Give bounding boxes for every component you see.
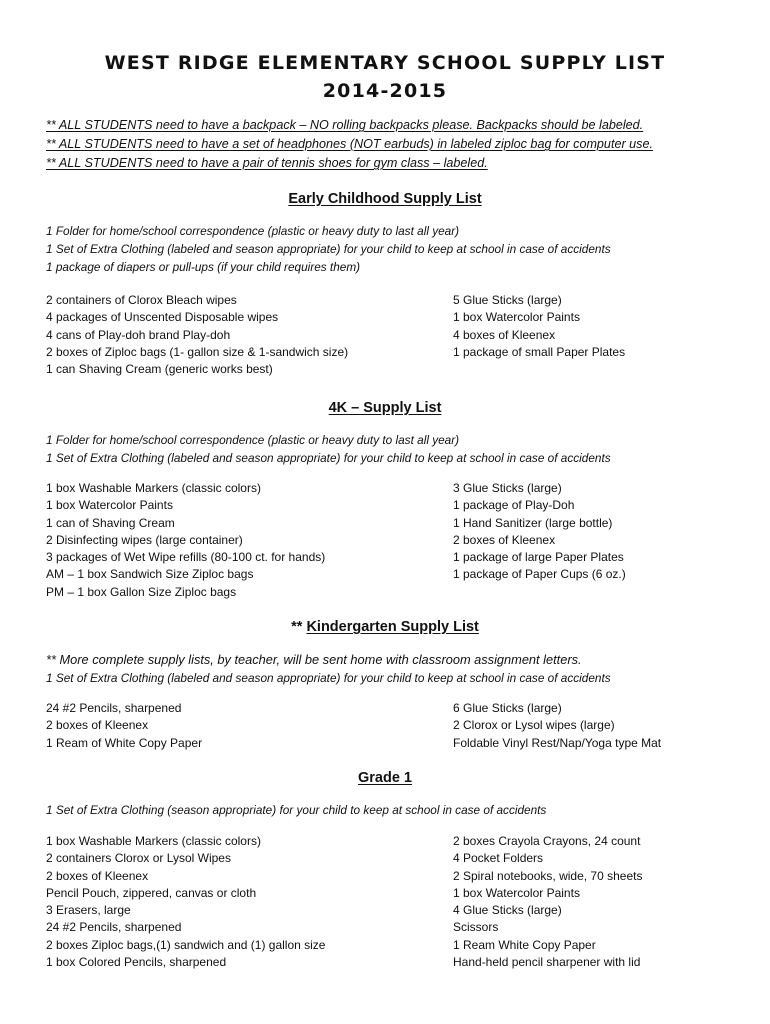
document-title: WEST RIDGE ELEMENTARY SCHOOL SUPPLY LIST (104, 52, 666, 74)
4k-list-right (453, 480, 753, 584)
list-item: Scissors (453, 920, 499, 935)
list-item: AM – 1 box Sandwich Size Ziploc bags (46, 567, 254, 582)
early-childhood-heading (0, 191, 770, 207)
list-item: 2 Spiral notebooks, wide, 70 sheets (453, 868, 643, 883)
note-tennis-shoes: ** ALL STUDENTS need to have a pair of tennis shoes for gym class – labeled. (46, 156, 488, 170)
list-item: 2 Clorox or Lysol wipes (large) (453, 718, 615, 733)
list-item: 1 box Colored Pencils, sharpened (46, 955, 227, 970)
list-item: 3 packages of Wet Wipe refills (80-100 ct. for hands) (46, 550, 326, 565)
list-item: 1 box Watercolor Paints (46, 498, 173, 513)
kindergarten-title: Kindergarten Supply List (306, 619, 479, 635)
grade1-title: Grade 1 (358, 770, 412, 786)
list-item: 4 packages of Unscented Disposable wipes (46, 310, 279, 325)
list-item: 1 can of Shaving Cream (46, 515, 175, 530)
list-item: 1 box Watercolor Paints (453, 310, 580, 325)
early-list-right (453, 292, 753, 361)
list-item: 2 boxes Ziploc bags,(1) sandwich and (1) gallon size (46, 937, 326, 952)
list-item: 1 can Shaving Cream (generic works best) (46, 362, 273, 377)
school-year: 2014-2015 (322, 80, 448, 102)
kindergarten-list-left (46, 700, 436, 752)
list-item: 1 box Washable Markers (classic colors) (46, 481, 261, 495)
list-item: 1 Ream of White Copy Paper (46, 735, 203, 750)
list-item: 3 Glue Sticks (large) (453, 481, 562, 495)
early-note-clothing: 1 Set of Extra Clothing (labeled and season appropriate) for your child to keep at school in case of accidents (46, 242, 611, 256)
list-item: Hand-held pencil sharpener with lid (453, 955, 641, 970)
list-item: 2 containers Clorox or Lysol Wipes (46, 851, 231, 866)
list-item: 3 Erasers, large (46, 903, 131, 918)
early-note-folder: 1 Folder for home/school correspondence (plastic or heavy duty to last all year) (46, 224, 460, 238)
list-item: 4 boxes of Kleenex (453, 327, 556, 342)
grade1-list-right (453, 833, 753, 971)
kindergarten-heading (0, 619, 770, 635)
list-item: 2 Disinfecting wipes (large container) (46, 532, 243, 547)
list-item: 24 #2 Pencils, sharpened (46, 701, 182, 715)
list-item: 5 Glue Sticks (large) (453, 293, 562, 307)
note-headphones: ** ALL STUDENTS need to have a set of headphones (NOT earbuds) in labeled ziploc bag for computer use. (46, 137, 653, 151)
4k-title: 4K – Supply List (328, 400, 442, 416)
grade1-note-clothing: 1 Set of Extra Clothing (season appropriate) for your child to keep at school in case of accidents (46, 803, 547, 817)
kindergarten-note-clothing: 1 Set of Extra Clothing (labeled and season appropriate) for your child to keep at school in case of accidents (46, 671, 611, 685)
early-note-diapers: 1 package of diapers or pull-ups (if your child requires them) (46, 260, 361, 274)
list-item: 2 boxes of Kleenex (46, 718, 149, 733)
list-item: 1 package of Paper Cups (6 oz.) (453, 567, 626, 582)
grade1-list-left (46, 833, 436, 971)
list-item: 4 Glue Sticks (large) (453, 903, 562, 918)
4k-list-left (46, 480, 436, 601)
list-item: 1 Ream White Copy Paper (453, 937, 596, 952)
kindergarten-note-teacher-lists: ** More complete supply lists, by teacher, will be sent home with classroom assignment letters. (46, 652, 582, 667)
list-item: PM – 1 box Gallon Size Ziploc bags (46, 584, 237, 599)
list-item: 2 boxes of Kleenex (453, 532, 556, 547)
kindergarten-list-right (453, 700, 753, 752)
list-item: 2 boxes Crayola Crayons, 24 count (453, 834, 641, 848)
early-childhood-title: Early Childhood Supply List (288, 191, 482, 207)
4k-note-folder: 1 Folder for home/school correspondence (plastic or heavy duty to last all year) (46, 433, 460, 447)
list-item: 1 package of Play-Doh (453, 498, 575, 513)
kindergarten-prefix: ** (291, 619, 307, 635)
list-item: 2 containers of Clorox Bleach wipes (46, 293, 237, 307)
list-item: 1 Hand Sanitizer (large bottle) (453, 515, 613, 530)
list-item: 1 box Washable Markers (classic colors) (46, 834, 261, 848)
note-backpack: ** ALL STUDENTS need to have a backpack – NO rolling backpacks please. Backpacks should be labeled. (46, 118, 644, 132)
list-item: 2 boxes of Ziploc bags (1- gallon size & 1-sandwich size) (46, 344, 349, 359)
list-item: Foldable Vinyl Rest/Nap/Yoga type Mat (453, 735, 662, 750)
grade1-heading (0, 770, 770, 786)
early-list-left (46, 292, 436, 378)
list-item: 4 Pocket Folders (453, 851, 544, 866)
4k-note-clothing: 1 Set of Extra Clothing (labeled and season appropriate) for your child to keep at school in case of accidents (46, 451, 611, 465)
list-item: Pencil Pouch, zippered, canvas or cloth (46, 885, 257, 900)
list-item: 4 cans of Play-doh brand Play-doh (46, 327, 231, 342)
general-notes (46, 116, 736, 173)
list-item: 1 box Watercolor Paints (453, 885, 580, 900)
list-item: 6 Glue Sticks (large) (453, 701, 562, 715)
list-item: 1 package of small Paper Plates (453, 344, 626, 359)
list-item: 24 #2 Pencils, sharpened (46, 920, 182, 935)
list-item: 1 package of large Paper Plates (453, 550, 624, 565)
list-item: 2 boxes of Kleenex (46, 868, 149, 883)
4k-heading (0, 400, 770, 416)
